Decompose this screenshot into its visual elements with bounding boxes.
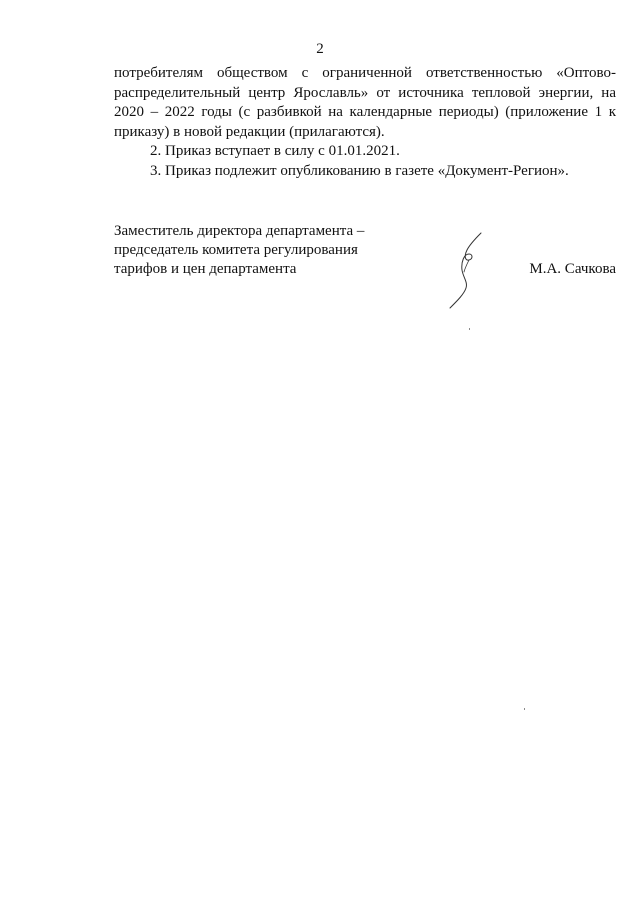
body-paragraph-continuation: потребителям обществом с ограниченной ответственностью «Оптово-распределительный центр Ярославль» от источника тепловой энергии, на 2020 – 2022 годы (с разбивкой на календарные периоды) (приложение 1 к приказу) в новой редакции (прилагаются).: [114, 65, 616, 140]
body-paragraph-publication: 3. Приказ подлежит опубликованию в газете «Документ-Регион».: [150, 162, 569, 179]
signatory-name: М.А. Сачкова: [529, 261, 616, 277]
signatory-position-line: Заместитель директора департамента –: [114, 223, 365, 239]
scan-speck: [524, 708, 525, 710]
document-body: [114, 64, 616, 181]
page-number: 2: [316, 41, 324, 57]
body-paragraph-effective-date: 2. Приказ вступает в силу с 01.01.2021.: [150, 143, 400, 159]
signature-block: [114, 222, 616, 322]
scan-speck: [469, 328, 470, 330]
signatory-position-line: тарифов и цен департамента: [114, 261, 297, 277]
signatory-position-line: председатель комитета регулирования: [114, 242, 358, 258]
handwritten-signature-icon: [440, 230, 494, 310]
signatory-position: [114, 222, 414, 279]
